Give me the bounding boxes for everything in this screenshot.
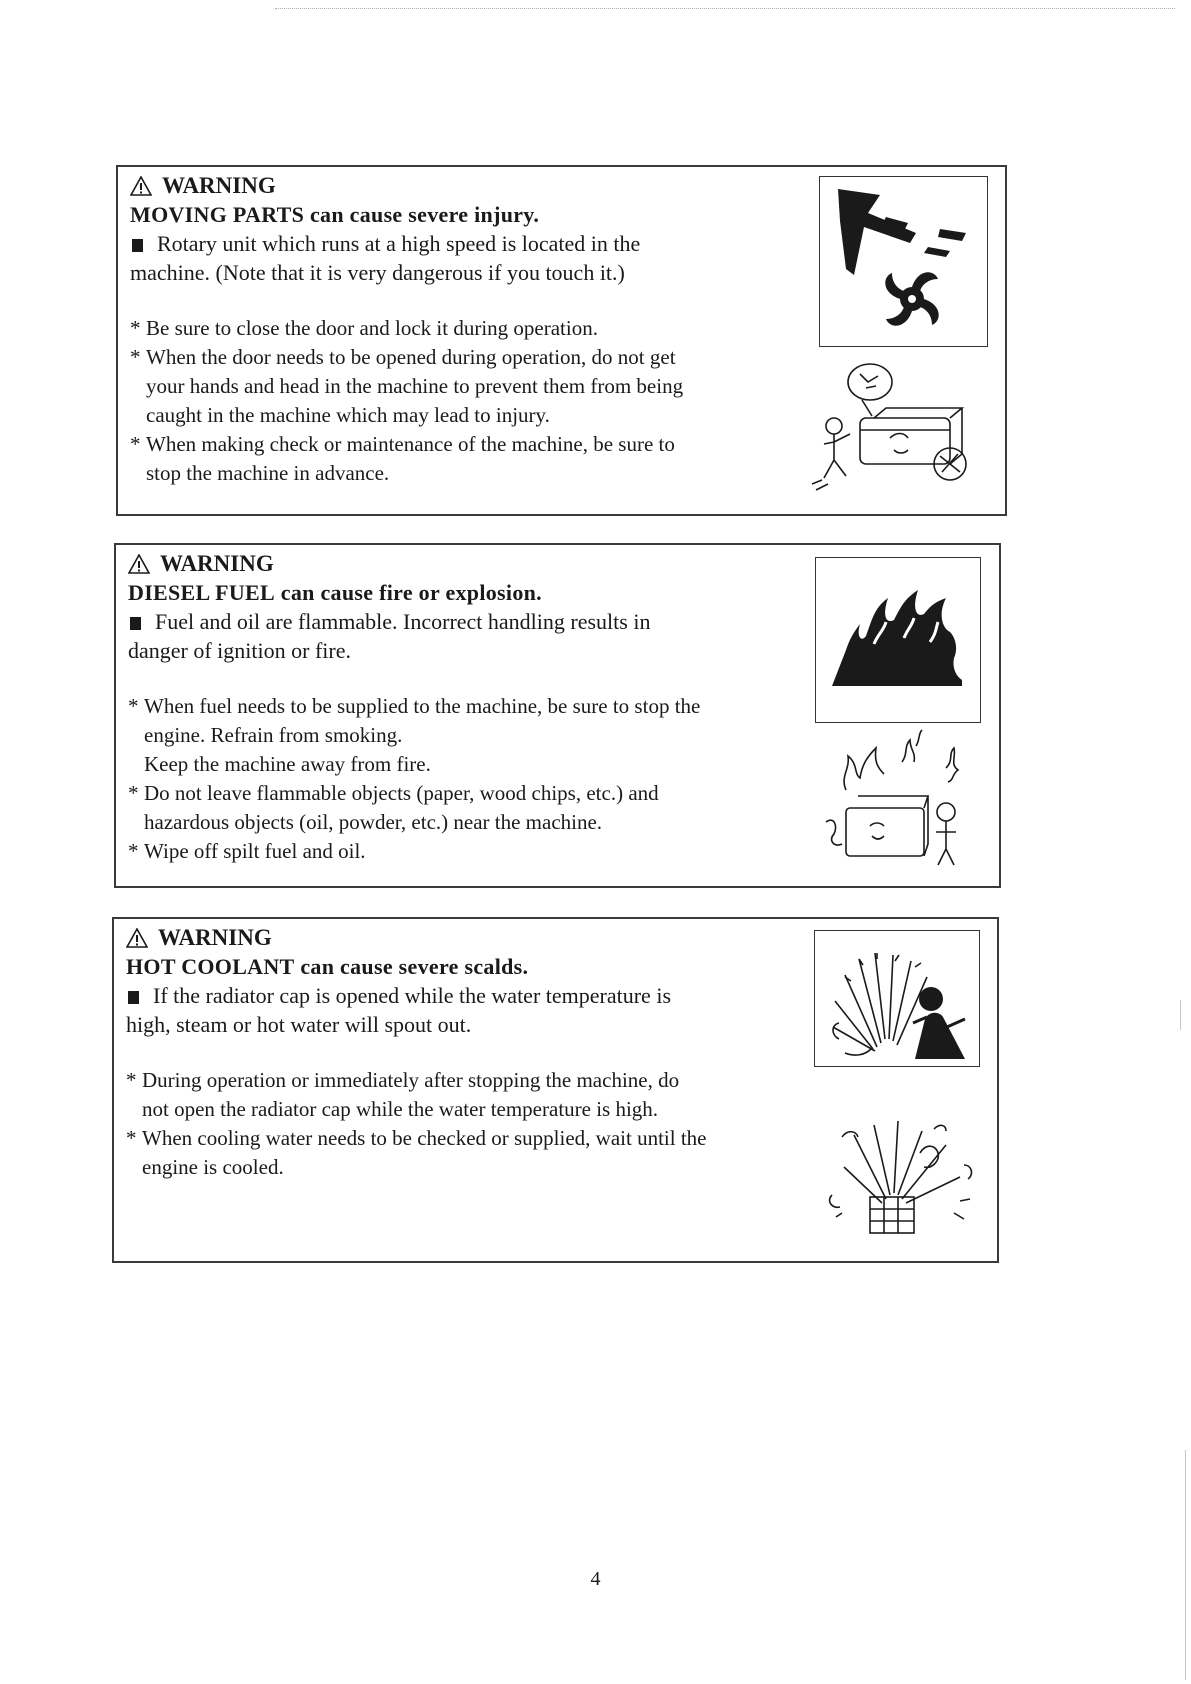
precaution-item: * During operation or immediately after stopping the machine, do not open the radiator cap while the water temperature is high. bbox=[126, 1066, 816, 1124]
hazard-title-rest: can cause severe scalds. bbox=[300, 954, 529, 979]
worker-near-machine-icon bbox=[808, 360, 980, 500]
precaution-item: * Be sure to close the door and lock it during operation. bbox=[130, 314, 820, 343]
description-line: danger of ignition or fire. bbox=[128, 638, 351, 663]
precaution-line: hazardous objects (oil, powder, etc.) near the machine. bbox=[144, 810, 603, 834]
precaution-line: Wipe off spilt fuel and oil. bbox=[144, 839, 366, 863]
precaution-line: When the door needs to be opened during operation, do not get bbox=[146, 345, 676, 369]
description-line: high, steam or hot water will spout out. bbox=[126, 1012, 472, 1037]
hazard-title-key: HOT COOLANT bbox=[126, 954, 295, 979]
hazard-description bbox=[128, 607, 818, 665]
scan-edge-mark bbox=[1180, 1000, 1181, 1030]
precaution-list bbox=[128, 692, 818, 866]
warning-label: WARNING bbox=[162, 173, 276, 198]
flames-icon bbox=[816, 558, 979, 721]
hazard-title-rest: can cause fire or explosion. bbox=[280, 580, 542, 605]
precaution-item: * When fuel needs to be supplied to the machine, be sure to stop the engine. Refrain from smoking. Keep the machine away from fire. bbox=[128, 692, 818, 779]
description-line: Fuel and oil are flammable. Incorrect handling results in bbox=[155, 609, 651, 634]
precaution-line: not open the radiator cap while the water temperature is high. bbox=[142, 1097, 659, 1121]
precaution-item: * When the door needs to be opened during operation, do not get your hands and head in the machine to prevent them from being caught in the machine which may lead to injury. bbox=[130, 343, 820, 430]
precaution-line: engine is cooled. bbox=[142, 1155, 284, 1179]
illustration-scene bbox=[806, 728, 981, 876]
precaution-line: When cooling water needs to be checked or supplied, wait until the bbox=[142, 1126, 707, 1150]
warning-triangle-icon bbox=[130, 176, 152, 196]
warning-heading bbox=[126, 923, 816, 952]
hazard-description bbox=[126, 981, 816, 1039]
precaution-line: Keep the machine away from fire. bbox=[144, 752, 431, 776]
steam-spray-icon bbox=[815, 931, 978, 1065]
black-square-bullet-icon bbox=[132, 239, 143, 252]
precaution-line: engine. Refrain from smoking. bbox=[144, 723, 403, 747]
radiator-steam-burst-icon bbox=[814, 1117, 984, 1237]
pictogram-frame bbox=[819, 176, 988, 347]
scan-edge-mark bbox=[1185, 1450, 1186, 1680]
precaution-line: Be sure to close the door and lock it during operation. bbox=[146, 316, 598, 340]
warning-text-column bbox=[130, 171, 820, 488]
warning-text-column bbox=[126, 923, 816, 1182]
black-square-bullet-icon bbox=[128, 991, 139, 1004]
description-line: If the radiator cap is opened while the water temperature is bbox=[153, 983, 671, 1008]
warning-heading bbox=[130, 171, 820, 200]
precaution-line: During operation or immediately after stopping the machine, do bbox=[142, 1068, 680, 1092]
warning-label: WARNING bbox=[158, 925, 272, 950]
warning-triangle-icon bbox=[126, 928, 148, 948]
pictogram-frame bbox=[815, 557, 981, 723]
precaution-list bbox=[130, 314, 820, 488]
precaution-item: * Wipe off spilt fuel and oil. bbox=[128, 837, 818, 866]
warning-box-moving-parts bbox=[116, 165, 1007, 516]
warning-triangle-icon bbox=[128, 554, 150, 574]
black-square-bullet-icon bbox=[130, 617, 141, 630]
pictogram-frame bbox=[814, 930, 980, 1067]
precaution-line: stop the machine in advance. bbox=[146, 461, 390, 485]
precaution-item: * When cooling water needs to be checked or supplied, wait until the engine is cooled. bbox=[126, 1124, 816, 1182]
hazard-title-key: MOVING PARTS bbox=[130, 202, 305, 227]
hazard-title-key: DIESEL FUEL bbox=[128, 580, 275, 605]
description-line: Rotary unit which runs at a high speed is located in the bbox=[157, 231, 641, 256]
description-line: machine. (Note that it is very dangerous if you touch it.) bbox=[130, 260, 625, 285]
warning-label: WARNING bbox=[160, 551, 274, 576]
machine-on-fire-icon bbox=[806, 728, 981, 876]
precaution-line: When fuel needs to be supplied to the machine, be sure to stop the bbox=[144, 694, 701, 718]
warning-heading bbox=[128, 549, 818, 578]
warning-box-diesel-fuel bbox=[114, 543, 1001, 888]
hazard-description bbox=[130, 229, 820, 287]
illustration-scene bbox=[814, 1117, 984, 1237]
precaution-line: When making check or maintenance of the machine, be sure to bbox=[146, 432, 675, 456]
precaution-line: your hands and head in the machine to prevent them from being bbox=[146, 374, 684, 398]
warning-text-column bbox=[128, 549, 818, 866]
scan-top-dotted-line bbox=[275, 8, 1175, 9]
hazard-title bbox=[126, 952, 816, 981]
hazard-title bbox=[130, 200, 820, 229]
page-number: 4 bbox=[590, 1568, 601, 1590]
precaution-line: caught in the machine which may lead to injury. bbox=[146, 403, 550, 427]
precaution-list bbox=[126, 1066, 816, 1182]
rotating-fan-hand-icon bbox=[820, 177, 986, 345]
hazard-title bbox=[128, 578, 818, 607]
precaution-line: Do not leave flammable objects (paper, wood chips, etc.) and bbox=[144, 781, 659, 805]
hazard-title-rest: can cause severe injury. bbox=[309, 202, 540, 227]
precaution-item: * Do not leave flammable objects (paper, wood chips, etc.) and hazardous objects (oil, powder, etc.) near the machine. bbox=[128, 779, 818, 837]
warning-box-hot-coolant bbox=[112, 917, 999, 1263]
precaution-item: * When making check or maintenance of the machine, be sure to stop the machine in advance. bbox=[130, 430, 820, 488]
illustration-scene bbox=[808, 360, 980, 500]
